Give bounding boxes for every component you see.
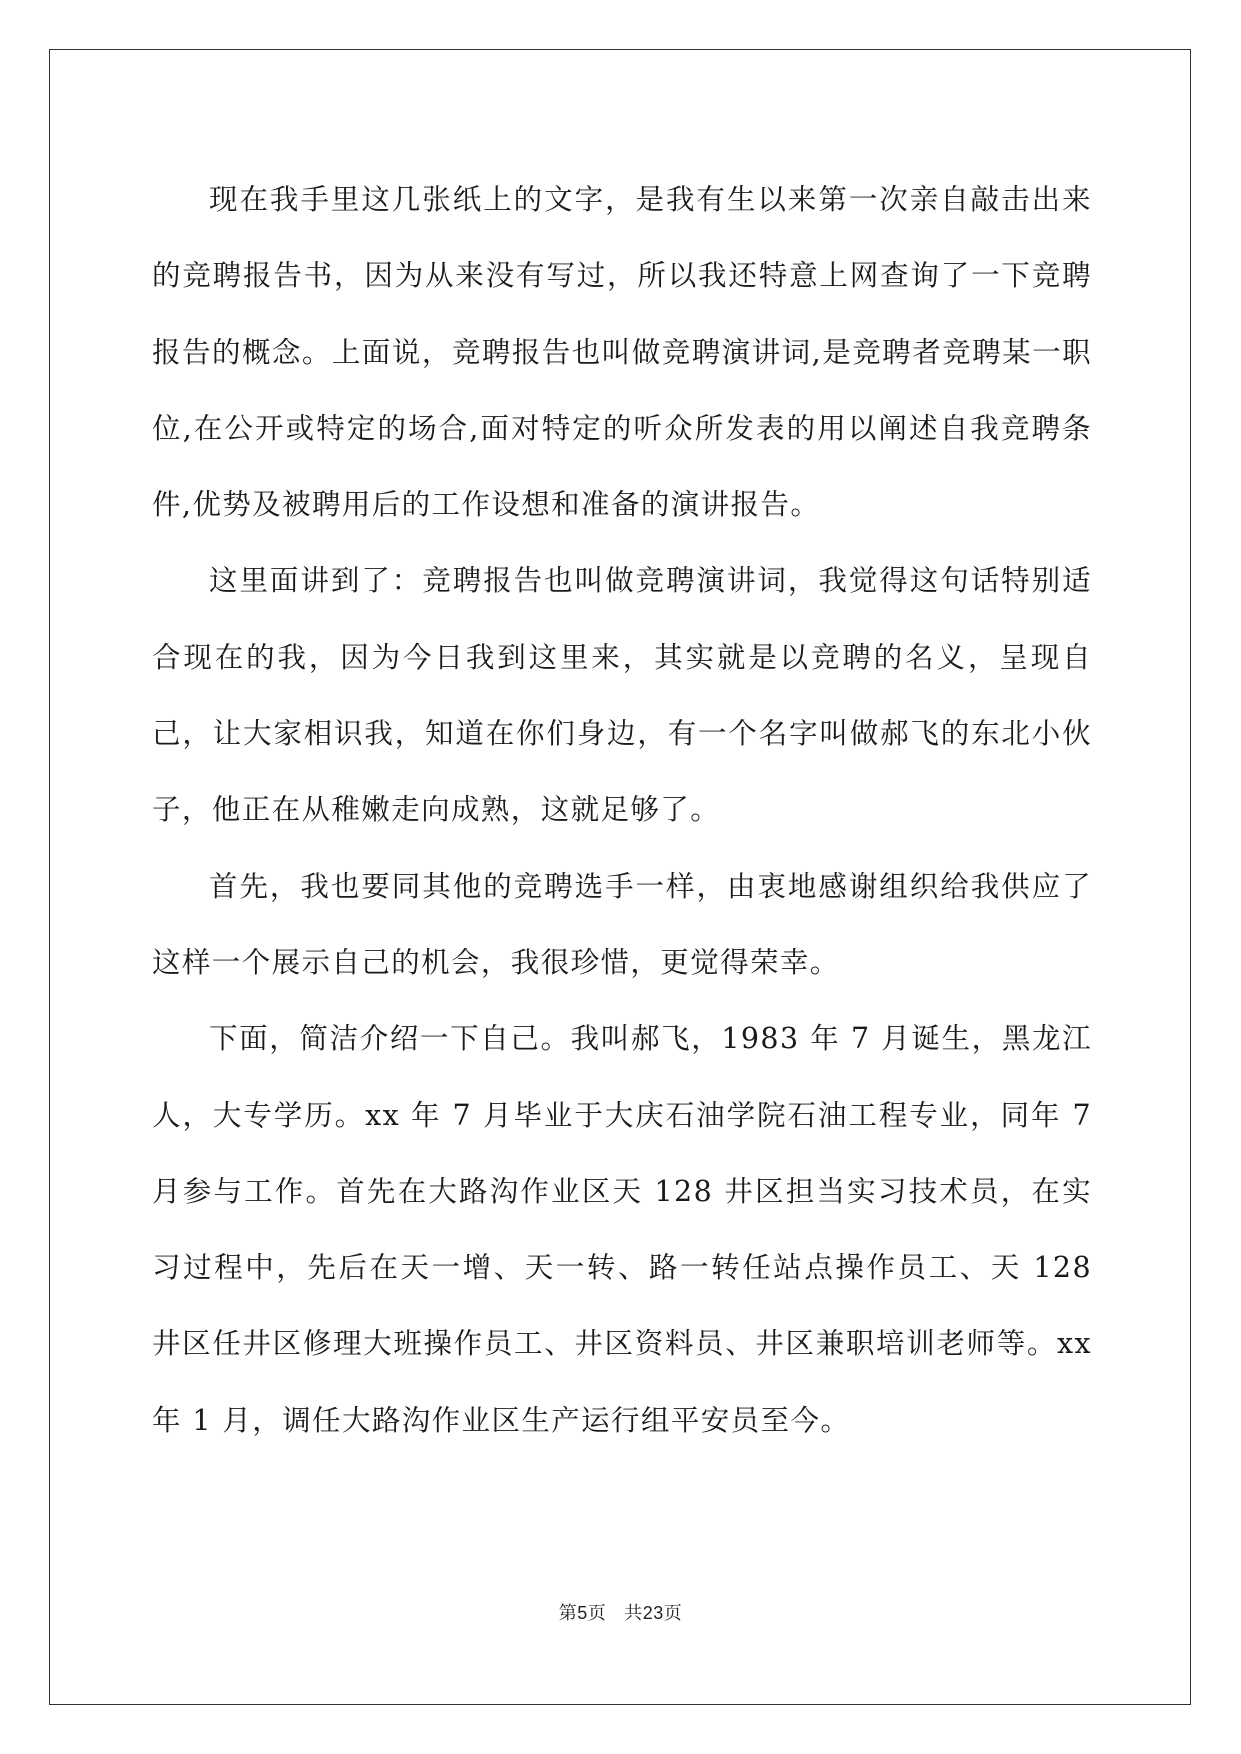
footer-page-suffix: 页: [587, 1603, 607, 1624]
footer-total-prefix: 共: [624, 1603, 643, 1624]
footer-prefix: 第: [558, 1603, 578, 1624]
footer-total-suffix: 页: [663, 1603, 683, 1624]
document-body: [152, 162, 1092, 1459]
paragraph-4: 下面，简洁介绍一下自己。我叫郝飞，1983 年 7 月诞生，黑龙江人，大专学历。xx 年 7 月毕业于大庆石油学院石油工程专业，同年 7 月参与工作。首先在大路沟作业区天 128 井区担当实习技术员，在实习过程中，先后在天一增、天一转、路一转任站点操作员工、天 128 井区任井区修理大班操作员工、井区资料员、井区兼职培训老师等。xx 年 1 月，调任大路沟作业区生产运行组平安员至今。: [152, 1022, 1092, 1437]
paragraph-2: 这里面讲到了：竞聘报告也叫做竞聘演讲词，我觉得这句话特别适合现在的我，因为今日我到这里来，其实就是以竞聘的名义，呈现自己，让大家相识我，知道在你们身边，有一个名字叫做郝飞的东北小伙子，他正在从稚嫩走向成熟，这就足够了。: [152, 564, 1092, 827]
footer-total-pages: 23: [642, 1603, 664, 1623]
footer-current-page: 5: [577, 1603, 588, 1623]
paragraph-1: 现在我手里这几张纸上的文字，是我有生以来第一次亲自敲击出来的竞聘报告书，因为从来没有写过，所以我还特意上网查询了一下竞聘报告的概念。上面说，竞聘报告也叫做竞聘演讲词,是竞聘者竞聘某一职位,在公开或特定的场合,面对特定的听众所发表的用以阐述自我竞聘条件,优势及被聘用后的工作设想和准备的演讲报告。: [152, 183, 1092, 522]
page-footer: [0, 1599, 1241, 1625]
paragraph-3: 首先，我也要同其他的竞聘选手一样，由衷地感谢组织给我供应了这样一个展示自己的机会，我很珍惜，更觉得荣幸。: [152, 869, 1092, 979]
